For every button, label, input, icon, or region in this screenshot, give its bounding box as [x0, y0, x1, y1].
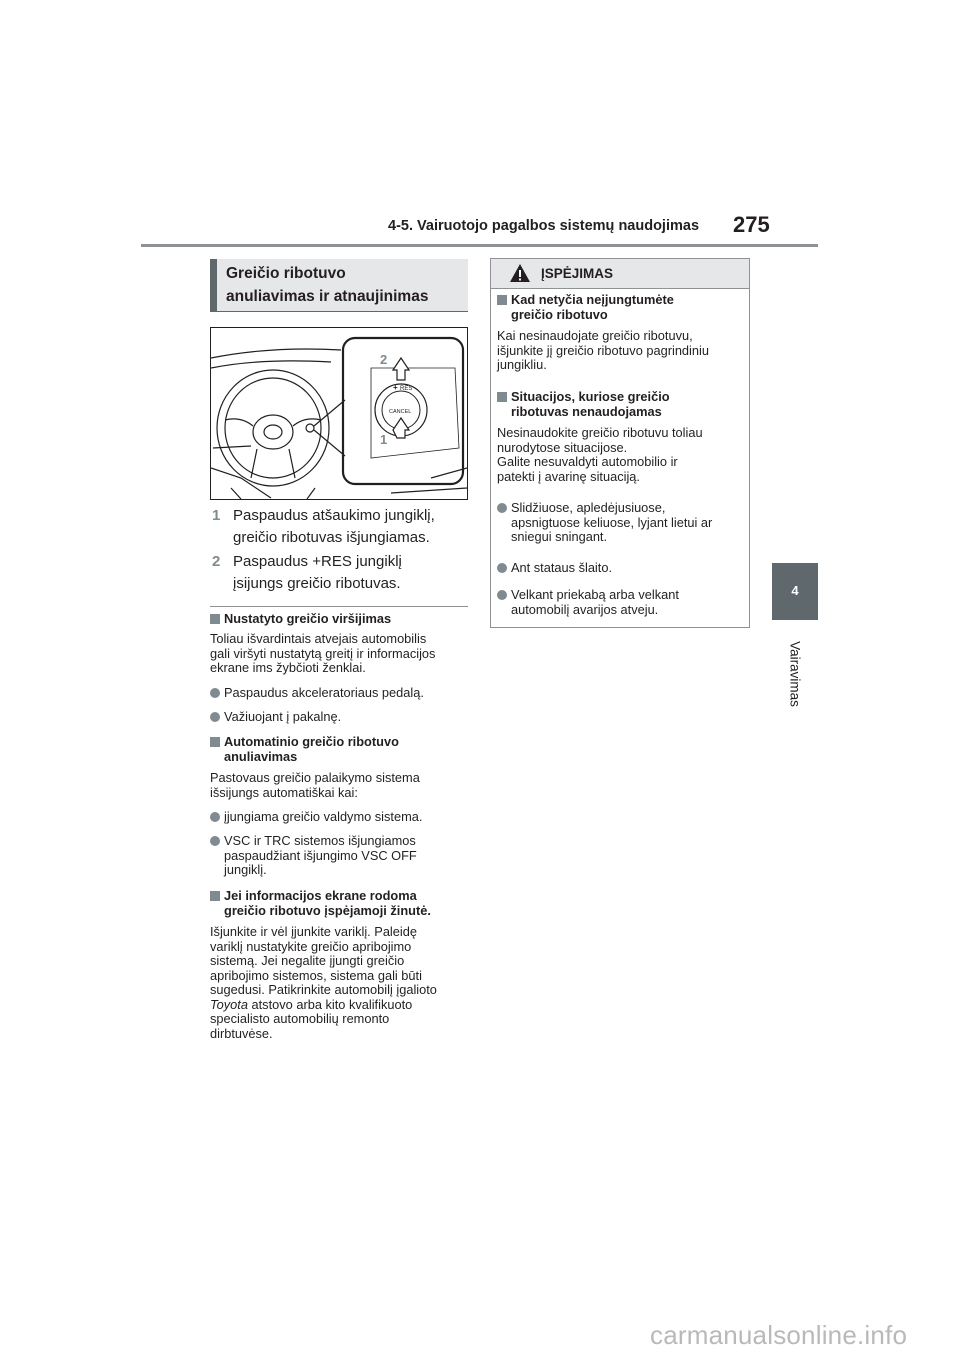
- paragraph-warning-message: [210, 925, 472, 1041]
- bullet-line: automobilį avarijos atveju.: [511, 601, 659, 617]
- warning-header: [491, 259, 749, 289]
- bullet-line: apsnigtuose keliuose, lyjant lietui ar: [511, 514, 713, 530]
- bullet-line: VSC ir TRC sistemos išjungiamos: [224, 833, 416, 848]
- subheading-speed-exceed-text: Nustatyto greičio viršijimas: [224, 611, 392, 626]
- section-divider: [210, 606, 468, 607]
- square-bullet-icon: [210, 891, 220, 901]
- step-2-line1: Paspaudus +RES jungiklį: [233, 553, 402, 570]
- bullet-line: Slidžiuose, apledėjusiuose,: [511, 500, 666, 515]
- plus-label: +: [393, 383, 398, 392]
- round-bullet-icon: [210, 712, 220, 722]
- square-bullet-icon: [497, 295, 507, 305]
- warning-subheading-2-text: [511, 390, 749, 419]
- sub-line: Jei informacijos ekrane rodoma: [224, 888, 417, 903]
- bullet-cruise-control-text: įjungiama greičio valdymo sistema.: [224, 809, 423, 824]
- para-line: Toliau išvardintais atvejais automobilis: [210, 631, 427, 646]
- para-line: sugedusi. Patikrinkite automobilį įgalioto: [210, 982, 437, 997]
- round-bullet-icon: [210, 688, 220, 698]
- page-number: 275: [733, 212, 770, 237]
- bullet-line: jungiklį.: [224, 862, 267, 877]
- para-line-rest: atstovo arba kito kvalifikuoto: [247, 996, 413, 1012]
- res-label: RES: [400, 386, 413, 392]
- para-line: jungikliu.: [497, 357, 547, 372]
- paragraph-auto-cancel: [210, 771, 472, 800]
- watermark: carmanualsonline.info: [650, 1320, 908, 1350]
- para-line: specialisto automobilių remonto: [210, 1011, 390, 1026]
- sub-line: Kad netyčia neįjungtumėte: [511, 292, 674, 307]
- para-line: ekrane ims žybčioti ženklai.: [210, 660, 366, 675]
- callout-1: 1: [380, 432, 388, 447]
- para-line: dirbtuvėse.: [210, 1025, 273, 1041]
- round-bullet-icon: [497, 590, 507, 600]
- square-bullet-icon: [210, 737, 220, 747]
- sub-line: Situacijos, kuriose greičio: [511, 389, 670, 404]
- bullet-accelerator-text: Paspaudus akceleratoriaus pedalą.: [224, 685, 424, 700]
- steering-wheel-illustration: [210, 327, 468, 500]
- bullet-line: Velkant priekabą arba velkant: [511, 587, 679, 602]
- section-heading-line2: anuliavimas ir atnaujinimas: [226, 288, 429, 305]
- sub-line: anuliavimas: [224, 748, 298, 764]
- paragraph-speed-exceed: [210, 632, 472, 676]
- para-line: sistemą. Jei negalite įjungti greičio: [210, 953, 405, 968]
- para-line: Išjunkite ir vėl įjunkite variklį. Paleidę: [210, 924, 417, 939]
- square-bullet-icon: [210, 614, 220, 624]
- chapter-number: 4: [791, 583, 799, 598]
- warning-title: ĮSPĖJIMAS: [541, 266, 614, 281]
- para-line-brand: [210, 998, 472, 1013]
- subheading-auto-cancel-text: [224, 735, 474, 764]
- warning-bullet-slippery-text: [511, 501, 749, 545]
- round-bullet-icon: [497, 563, 507, 573]
- subheading-warning-message-text: [224, 889, 474, 918]
- step-1-line2: greičio ribotuvas išjungiamas.: [233, 529, 430, 546]
- para-line: išsijungs automatiškai kai:: [210, 784, 358, 800]
- para-line: Nesinaudokite greičio ribotuvu toliau: [497, 425, 703, 440]
- warning-triangle-icon: [509, 263, 531, 283]
- para-line: Galite nesuvaldyti automobilio ir: [497, 454, 678, 469]
- step-2-text: [233, 551, 483, 595]
- para-line: išjunkite jį greičio ribotuvo pagrindiniu: [497, 342, 709, 358]
- bullet-line: paspaudžiant išjungimo VSC OFF: [224, 847, 417, 863]
- warning-subheading-1-text: [511, 293, 749, 322]
- header-rule: [141, 244, 818, 247]
- warning-paragraph-2: [497, 426, 747, 484]
- round-bullet-icon: [210, 812, 220, 822]
- round-bullet-icon: [210, 836, 220, 846]
- step-1-line1: Paspaudus atšaukimo jungiklį,: [233, 507, 435, 524]
- header-title: 4-5. Vairuotojo pagalbos sistemų naudojimas: [388, 218, 700, 234]
- para-line: apribojimo sistemos, sistema gali būti: [210, 967, 422, 983]
- sub-line: greičio ribotuvo: [511, 306, 608, 322]
- sub-line: ribotuvas nenaudojamas: [511, 403, 662, 419]
- warning-paragraph-1: [497, 329, 747, 373]
- bullet-downhill-text: Važiuojant į pakalnę.: [224, 709, 342, 724]
- para-line: nurodytose situacijose.: [497, 439, 628, 455]
- square-bullet-icon: [497, 392, 507, 402]
- brand-name: Toyota: [210, 996, 248, 1012]
- warning-bullet-towing-text: [511, 588, 749, 617]
- section-heading: [210, 259, 468, 312]
- cancel-label: CANCEL: [389, 409, 412, 415]
- step-2-line2: įsijungs greičio ribotuvas.: [233, 575, 401, 592]
- step-1-number: 1: [212, 507, 221, 524]
- para-line: gali viršyti nustatytą greitį ir informacijos: [210, 645, 436, 661]
- chapter-label-text: Vairavimas: [787, 641, 803, 707]
- para-line: variklį nustatykite greičio apribojimo: [210, 938, 412, 954]
- callout-2: 2: [380, 352, 388, 367]
- warning-box: [490, 258, 750, 628]
- para-line: patekti į avarinę situaciją.: [497, 468, 640, 484]
- sub-line: Automatinio greičio ribotuvo: [224, 734, 399, 749]
- step-2-number: 2: [212, 553, 221, 570]
- section-heading-text: [226, 262, 428, 308]
- sub-line: greičio ribotuvo įspėjamoji žinutė.: [224, 902, 431, 918]
- warning-bullet-slope-text: Ant stataus šlaito.: [511, 560, 613, 575]
- step-1-text: [233, 505, 483, 549]
- para-line: Pastovaus greičio palaikymo sistema: [210, 770, 420, 785]
- section-heading-line1: Greičio ribotuvo: [226, 265, 346, 282]
- steering-wheel-drawing: [211, 328, 467, 499]
- para-line: Kai nesinaudojate greičio ribotuvu,: [497, 328, 693, 343]
- bullet-line: sniegui sningant.: [511, 529, 608, 544]
- chapter-label: [781, 632, 809, 716]
- round-bullet-icon: [497, 503, 507, 513]
- bullet-vsc-off-text: [224, 834, 474, 878]
